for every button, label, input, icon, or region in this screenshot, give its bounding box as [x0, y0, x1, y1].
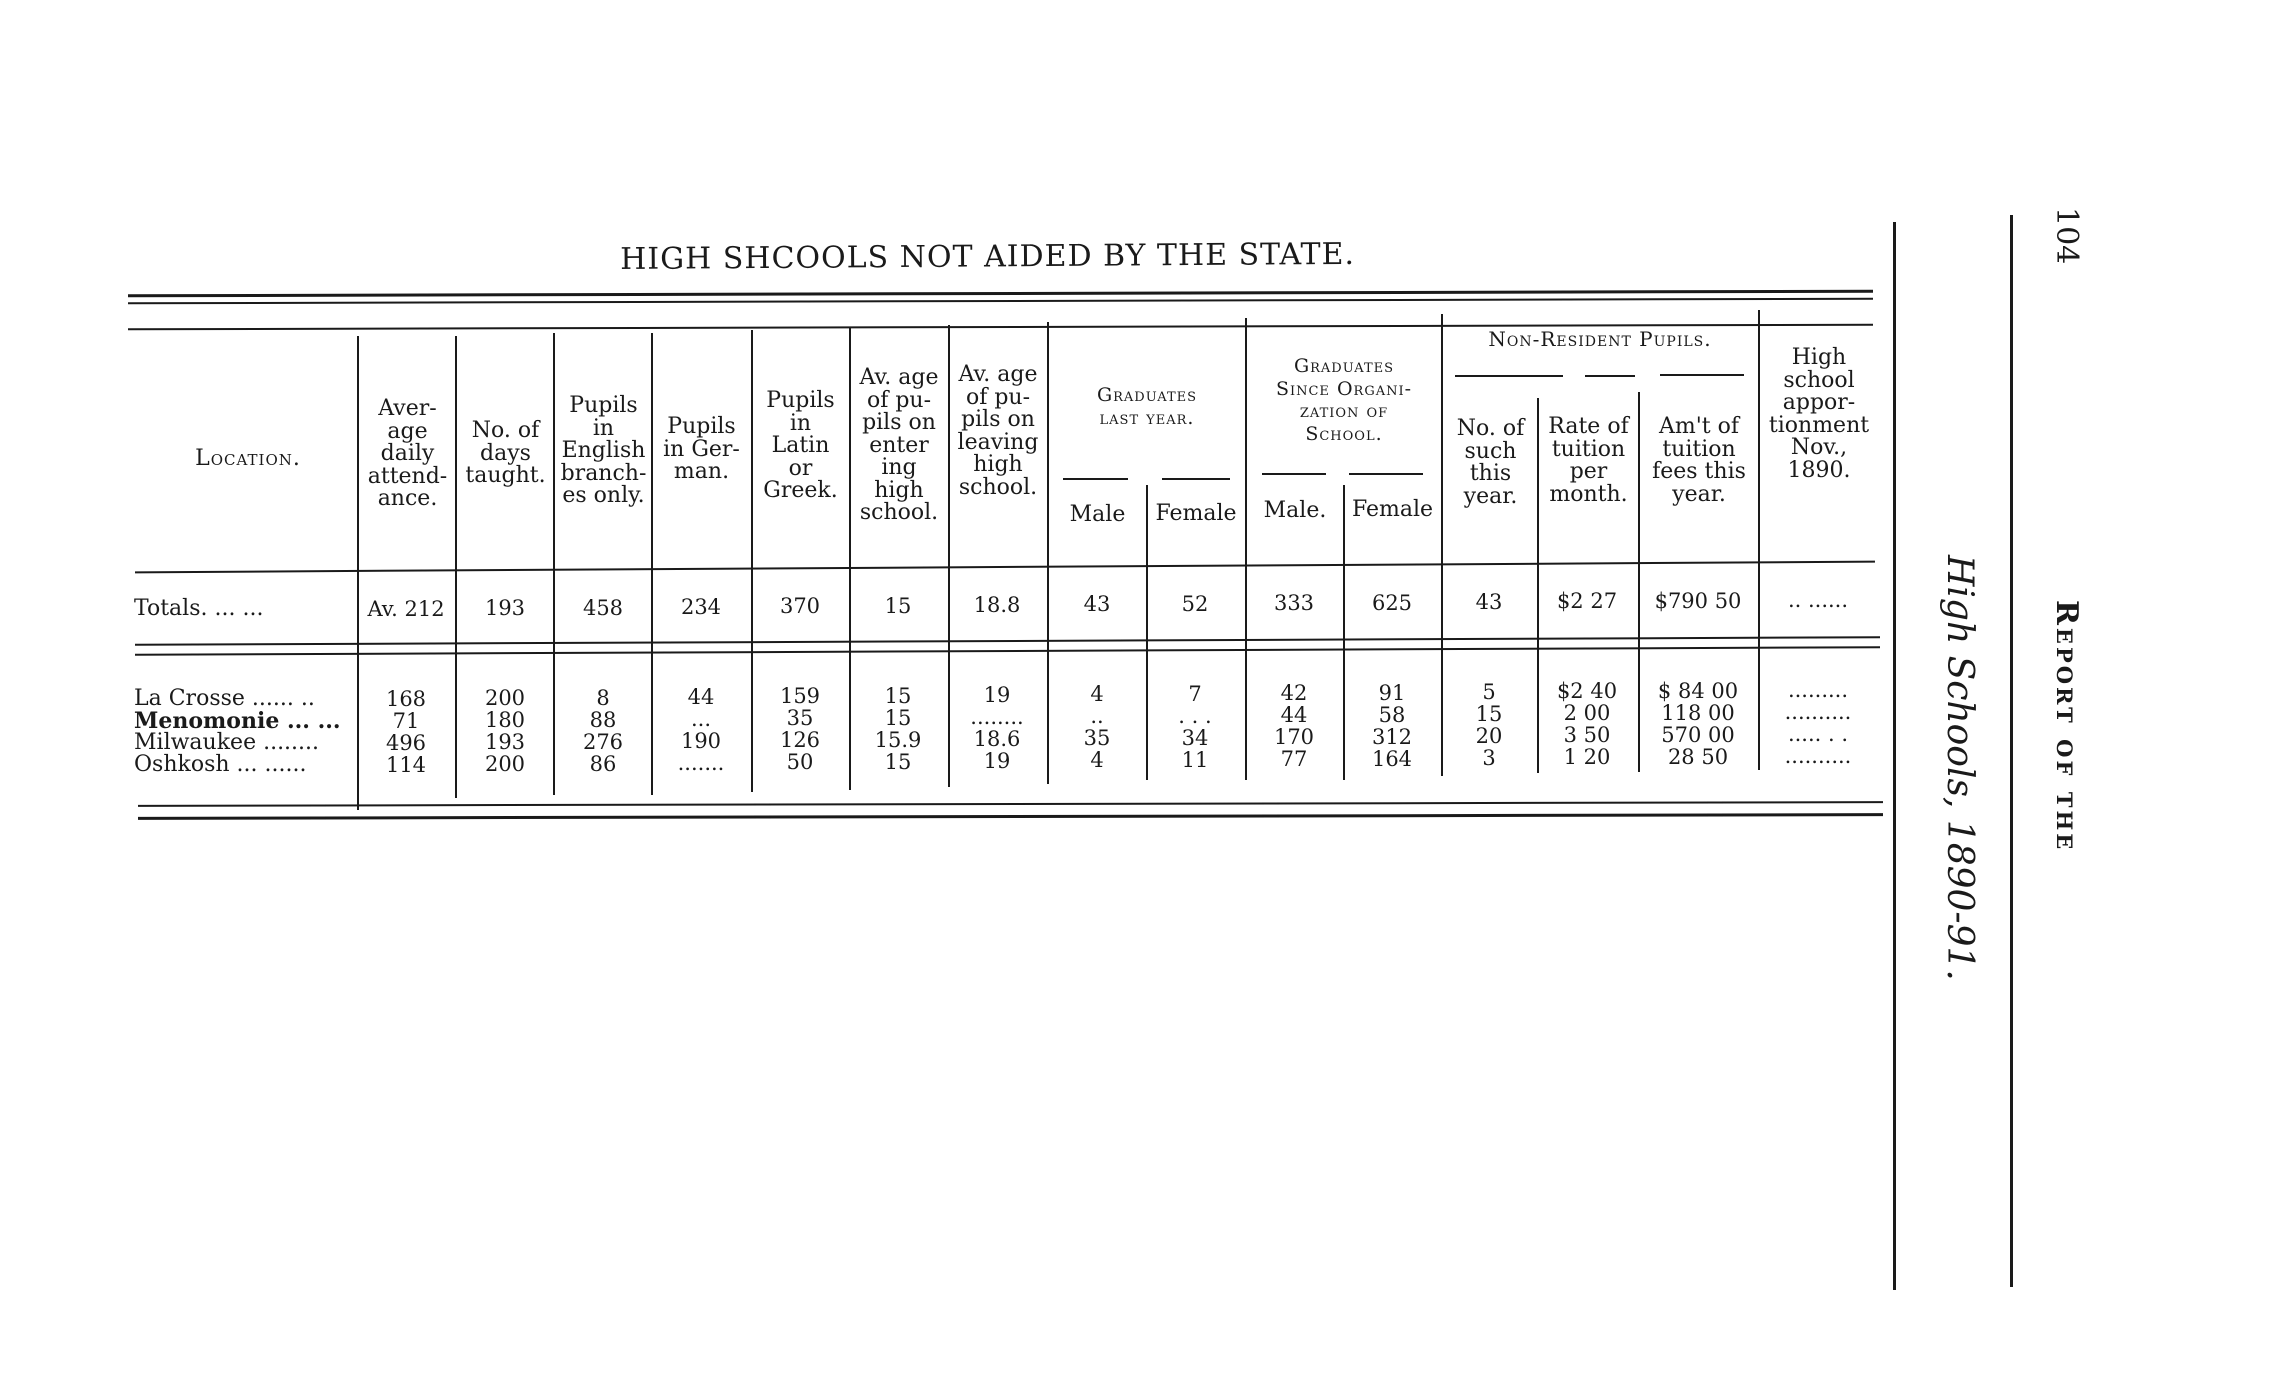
totals-cell-6: 15: [884, 593, 912, 618]
totals-cell-4: 234: [680, 595, 722, 620]
menomonie-cell-4: ...: [690, 707, 712, 732]
milwaukee-cell-5: 126: [779, 728, 821, 753]
header-german: Pupils in Ger- man.: [663, 414, 740, 484]
oshkosh-cell-12: 3: [1482, 745, 1496, 770]
la-crosse-cell-14: $ 84 00: [1657, 678, 1739, 703]
header-age-leaving: Av. age of pu- pils on leaving high school.: [957, 362, 1039, 500]
milwaukee-cell-6: 15.9: [874, 727, 922, 752]
menomonie-cell-12: 15: [1475, 701, 1503, 726]
header-graduates-since: Graduates Since Organi- zation of School.: [1275, 355, 1413, 445]
totals-cell-2: 193: [484, 596, 526, 621]
oshkosh-cell-15: ..........: [1784, 743, 1852, 768]
row-label-menomonie: Menomonie ... ...: [134, 708, 341, 734]
la-crosse-cell-13: $2 40: [1556, 679, 1618, 704]
la-crosse-cell-9: 7: [1188, 681, 1202, 706]
header-male-2: Male.: [1263, 498, 1327, 523]
oshkosh-cell-10: 77: [1280, 747, 1308, 772]
menomonie-cell-1: 71: [392, 708, 420, 733]
totals-cell-1: Av. 212: [367, 596, 445, 621]
header-male: Male: [1069, 502, 1126, 527]
milwaukee-cell-12: 20: [1475, 723, 1503, 748]
row-label-milwaukee: Milwaukee ........: [134, 730, 320, 755]
totals-label: Totals. ... ...: [134, 596, 264, 621]
table-bottom-rule: [138, 801, 1883, 807]
oshkosh-cell-13: 1 20: [1563, 745, 1611, 770]
menomonie-cell-2: 180: [484, 708, 526, 733]
oshkosh-cell-14: 28 50: [1667, 744, 1729, 769]
la-crosse-cell-10: 42: [1280, 681, 1308, 706]
header-no-such: No. of such this year.: [1456, 416, 1525, 509]
milwaukee-cell-2: 193: [484, 730, 526, 755]
table-top-rule: [128, 290, 1873, 298]
non-res-rule-2: [1585, 375, 1635, 377]
page-rule-right: [2010, 215, 2013, 1287]
page-rule-left: [1893, 222, 1896, 1290]
header-days-taught: No. of days taught.: [465, 418, 546, 488]
totals-rule-2: [135, 646, 1880, 656]
menomonie-cell-13: 2 00: [1563, 701, 1611, 726]
oshkosh-cell-2: 200: [484, 752, 526, 777]
menomonie-cell-10: 44: [1280, 703, 1308, 728]
table-bottom-rule-2: [138, 813, 1883, 820]
milwaukee-cell-15: ..... . .: [1787, 721, 1849, 746]
totals-cell-7: 18.8: [973, 593, 1021, 618]
milwaukee-cell-13: 3 50: [1563, 723, 1611, 748]
oshkosh-cell-1: 114: [385, 752, 427, 777]
oshkosh-cell-8: 4: [1090, 748, 1104, 773]
totals-cell-14: $790 50: [1654, 588, 1742, 613]
menomonie-cell-7: ........: [970, 705, 1024, 730]
totals-cell-11: 625: [1371, 590, 1413, 615]
table-top-rule-2: [128, 298, 1873, 305]
la-crosse-cell-15: .........: [1787, 677, 1849, 702]
menomonie-cell-11: 58: [1378, 702, 1406, 727]
totals-cell-12: 43: [1475, 589, 1503, 614]
oshkosh-cell-7: 19: [983, 749, 1011, 774]
totals-cell-15: .. ......: [1787, 587, 1849, 612]
milwaukee-cell-14: 570 00: [1661, 722, 1735, 747]
grad-last-rule-left: [1063, 478, 1128, 480]
oshkosh-cell-6: 15: [884, 749, 912, 774]
milwaukee-cell-7: 18.6: [973, 727, 1021, 752]
la-crosse-cell-4: 44: [687, 685, 715, 710]
milwaukee-cell-8: 35: [1083, 726, 1111, 751]
totals-cell-3: 458: [582, 595, 624, 620]
grad-since-rule-right: [1349, 473, 1423, 475]
la-crosse-cell-7: 19: [983, 683, 1011, 708]
la-crosse-cell-8: 4: [1090, 682, 1104, 707]
totals-cell-5: 370: [779, 594, 821, 619]
menomonie-cell-6: 15: [884, 705, 912, 730]
totals-cell-8: 43: [1083, 592, 1111, 617]
oshkosh-cell-11: 164: [1371, 746, 1413, 771]
oshkosh-cell-5: 50: [786, 750, 814, 775]
non-res-rule-3: [1660, 374, 1744, 376]
table-title: HIGH SHCOOLS NOT AIDED BY THE STATE.: [620, 236, 1356, 277]
header-bottom-rule: [135, 561, 1875, 574]
grad-since-rule-left: [1262, 473, 1326, 475]
header-female: Female: [1155, 501, 1237, 526]
header-english: Pupils in English branch- es only.: [560, 393, 647, 508]
la-crosse-cell-12: 5: [1482, 679, 1496, 704]
menomonie-cell-5: 35: [786, 706, 814, 731]
la-crosse-cell-5: 159: [779, 684, 821, 709]
grad-last-rule-right: [1162, 478, 1230, 480]
milwaukee-cell-9: 34: [1181, 725, 1209, 750]
la-crosse-cell-2: 200: [484, 686, 526, 711]
menomonie-cell-9: . . .: [1178, 703, 1212, 728]
non-res-rule-1: [1455, 375, 1563, 377]
book-title: High Schools, 1890-91.: [1939, 555, 1980, 981]
header-apportionment: High school appor- tionment Nov., 1890.: [1768, 345, 1870, 483]
totals-cell-13: $2 27: [1556, 589, 1618, 614]
header-latin: Pupils in Latin or Greek.: [763, 388, 838, 503]
totals-rule-1: [135, 636, 1880, 646]
oshkosh-cell-3: 86: [589, 751, 617, 776]
page-number: 104: [2049, 207, 2084, 265]
la-crosse-cell-1: 168: [385, 686, 427, 711]
header-location: Location.: [195, 446, 301, 471]
milwaukee-cell-10: 170: [1273, 725, 1315, 750]
header-graduates-last-year: Graduates last year.: [1096, 384, 1198, 429]
milwaukee-cell-3: 276: [582, 729, 624, 754]
running-head: Report of the: [2049, 600, 2084, 853]
header-age-entering: Av. age of pu- pils on enter ing high school.: [859, 365, 939, 525]
header-rate-tuition: Rate of tuition per month.: [1548, 414, 1629, 507]
oshkosh-cell-4: .......: [677, 751, 725, 776]
header-non-resident: Non-Resident Pupils.: [1488, 327, 1712, 351]
milwaukee-cell-1: 496: [385, 730, 427, 755]
la-crosse-cell-11: 91: [1378, 680, 1406, 705]
milwaukee-cell-11: 312: [1371, 724, 1413, 749]
row-label-la-crosse: La Crosse ...... ..: [134, 686, 315, 711]
row-label-oshkosh: Oshkosh ... ......: [134, 752, 307, 777]
milwaukee-cell-4: 190: [680, 729, 722, 754]
la-crosse-cell-6: 15: [884, 683, 912, 708]
menomonie-cell-14: 118 00: [1661, 700, 1735, 725]
menomonie-cell-15: ..........: [1784, 699, 1852, 724]
oshkosh-cell-9: 11: [1181, 747, 1209, 772]
header-female-2: Female: [1351, 497, 1434, 522]
header-avg-attendance: Aver- age daily attend- ance.: [367, 396, 448, 511]
totals-cell-10: 333: [1273, 591, 1315, 616]
totals-cell-9: 52: [1181, 591, 1209, 616]
menomonie-cell-3: 88: [589, 707, 617, 732]
la-crosse-cell-3: 8: [596, 685, 610, 710]
menomonie-cell-8: ..: [1090, 704, 1104, 729]
header-amt-tuition: Am't of tuition fees this year.: [1652, 414, 1746, 507]
